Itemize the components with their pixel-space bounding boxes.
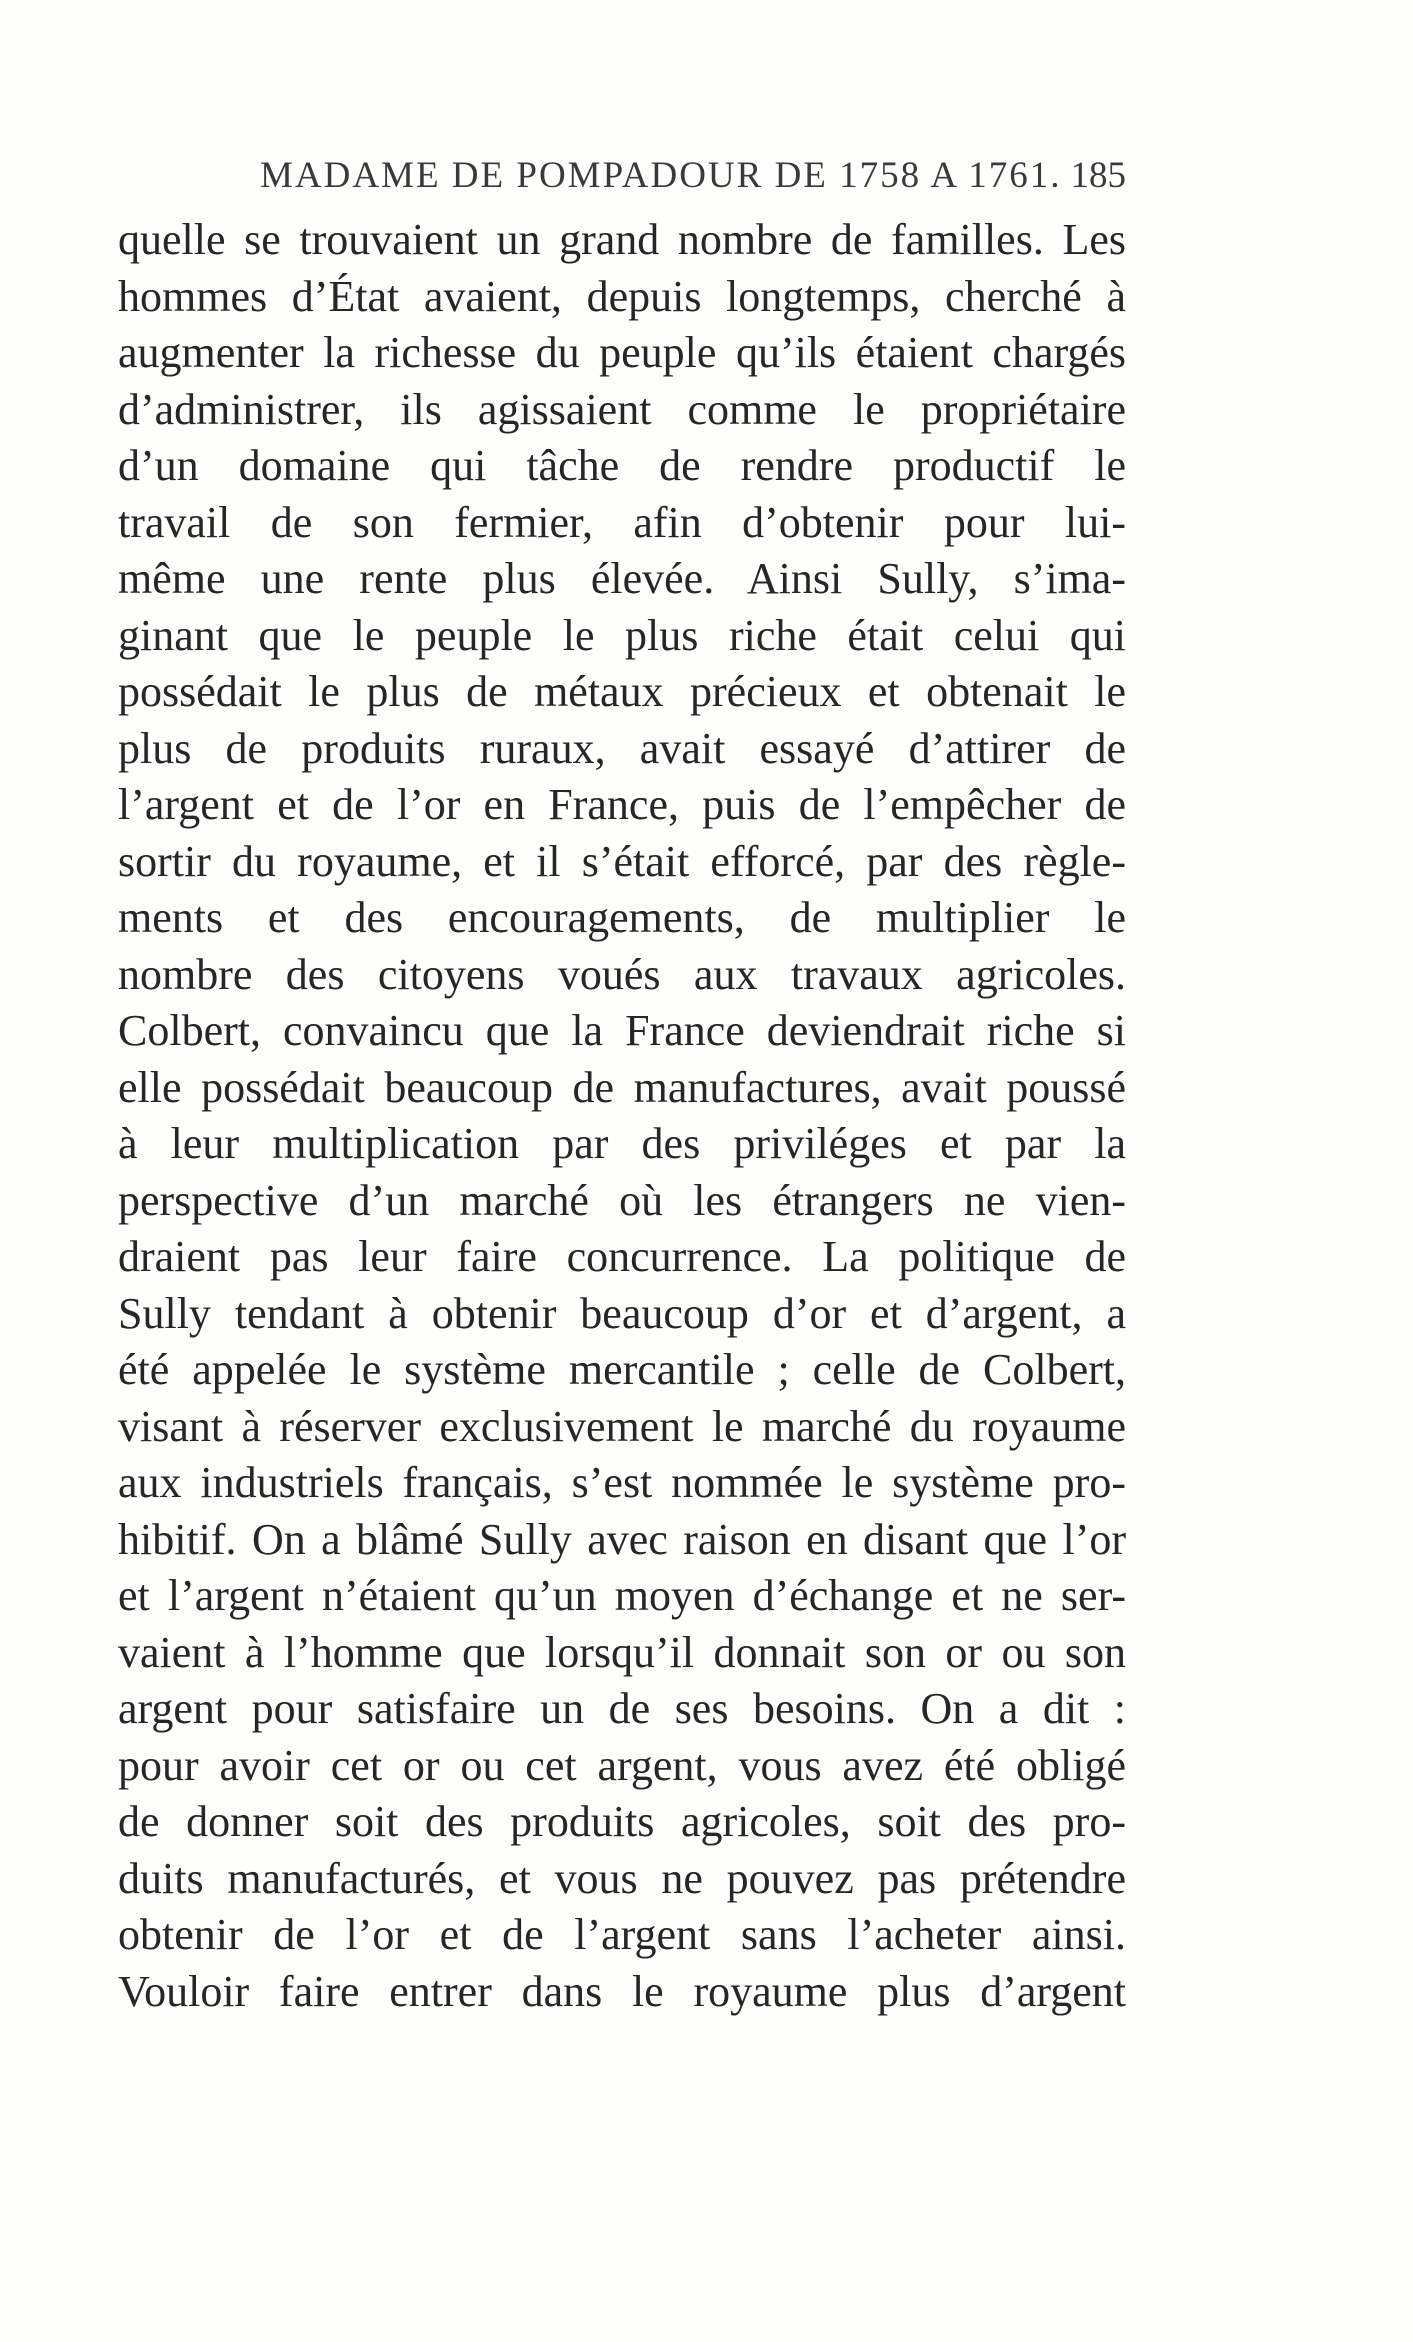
- text-line: de donner soit des produits agricoles, soit des pro-: [118, 1797, 1126, 1846]
- text-line: été appelée le système mercantile ; celle de Colbert,: [118, 1345, 1126, 1394]
- text-line: travail de son fermier, afin d’obtenir pour lui-: [118, 497, 1126, 547]
- text-line: ginant que le peuple le plus riche était celui qui: [118, 610, 1126, 660]
- text-line: à leur multiplication par des priviléges et par la: [118, 1119, 1126, 1168]
- body-text: [118, 212, 1126, 2020]
- text-line: sortir du royaume, et il s’était efforcé, par des règle-: [118, 836, 1126, 886]
- text-line: augmenter la richesse du peuple qu’ils étaient chargés: [118, 328, 1126, 377]
- text-line: hommes d’État avaient, depuis longtemps, cherché à: [118, 271, 1126, 321]
- text-line: obtenir de l’or et de l’argent sans l’acheter ainsi.: [118, 1910, 1126, 1959]
- text-line: draient pas leur faire concurrence. La politique de: [118, 1232, 1126, 1281]
- text-line: elle possédait beaucoup de manufactures, avait poussé: [118, 1062, 1126, 1112]
- text-line: d’un domaine qui tâche de rendre productif le: [118, 441, 1126, 490]
- text-line: pour avoir cet or ou cet argent, vous avez été obligé: [118, 1740, 1126, 1790]
- page-number: 185: [1070, 155, 1126, 196]
- text-line: Vouloir faire entrer dans le royaume plus d’argent: [118, 1966, 1126, 2016]
- text-line: possédait le plus de métaux précieux et obtenait le: [118, 667, 1126, 716]
- text-line: duits manufacturés, et vous ne pouvez pas prétendre: [118, 1853, 1126, 1903]
- text-line: hibitif. On a blâmé Sully avec raison en disant que l’or: [118, 1514, 1126, 1564]
- text-line: vaient à l’homme que lorsqu’il donnait son or ou son: [118, 1627, 1126, 1677]
- text-line: visant à réserver exclusivement le marché du royaume: [118, 1401, 1126, 1451]
- text-line: Colbert, convaincu que la France deviendrait riche si: [118, 1006, 1126, 1055]
- text-line: plus de produits ruraux, avait essayé d’attirer de: [118, 723, 1126, 773]
- text-line: et l’argent n’étaient qu’un moyen d’échange et ne ser-: [118, 1571, 1126, 1620]
- text-line: même une rente plus élevée. Ainsi Sully, s’ima-: [118, 554, 1126, 603]
- text-line: nombre des citoyens voués aux travaux agricoles.: [118, 949, 1126, 999]
- text-line: ments et des encouragements, de multiplier le: [118, 893, 1126, 942]
- running-head: [118, 150, 1126, 200]
- text-line: Sully tendant à obtenir beaucoup d’or et d’argent, a: [118, 1288, 1126, 1338]
- text-line: perspective d’un marché où les étrangers ne vien-: [118, 1175, 1126, 1225]
- text-line: l’argent et de l’or en France, puis de l’empêcher de: [118, 780, 1126, 829]
- text-line: d’administrer, ils agissaient comme le propriétaire: [118, 384, 1126, 434]
- text-line: argent pour satisfaire un de ses besoins. On a dit :: [118, 1684, 1126, 1733]
- text-line: quelle se trouvaient un grand nombre de familles. Les: [118, 215, 1126, 264]
- running-title: MADAME DE POMPADOUR DE 1758 A 1761.: [260, 155, 1062, 196]
- text-line: aux industriels français, s’est nommée le système pro-: [118, 1458, 1126, 1507]
